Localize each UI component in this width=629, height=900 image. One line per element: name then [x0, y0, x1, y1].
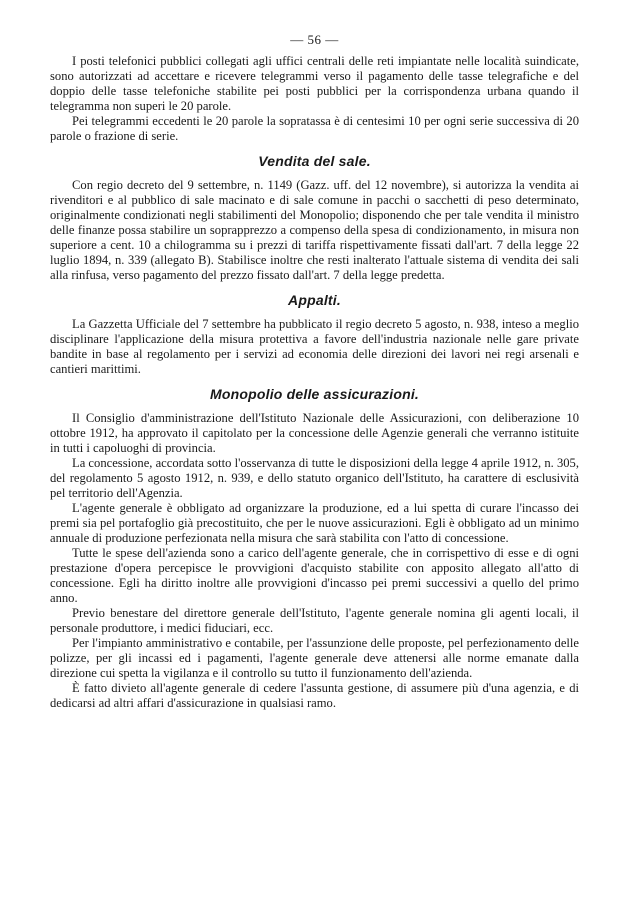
section-heading-appalti: Appalti.: [288, 292, 341, 308]
section-paragraph: Il Consiglio d'amministrazione dell'Istituto Nazionale delle Assicurazioni, con deliberazione 10 ottobre 1912, ha approvato il capitolato per la concessione delle Agenzie generali che verranno istituite in tutti i capoluoghi di provincia.: [50, 411, 579, 455]
intro-paragraph: Pei telegrammi eccedenti le 20 parole la sopratassa è di centesimi 10 per ogni serie successiva di 20 parole o frazione di serie.: [50, 114, 579, 143]
section-paragraph: Tutte le spese dell'azienda sono a carico dell'agente generale, che in corrispettivo di esse e di ogni prestazione d'opera percepisce le provvigioni d'acquisto stabilite con apposito allegato all'atto di concessione. Egli ha diritto inoltre alle provvigioni d'incasso pei premi successivi a quello del primo anno.: [50, 546, 579, 605]
section-paragraph: La concessione, accordata sotto l'osservanza di tutte le disposizioni della legge 4 aprile 1912, n. 305, del regolamento 5 agosto 1912, n. 939, e dello statuto organico dell'Istituto, ha carattere di esclusività pel territorio dell'Agenzia.: [50, 456, 579, 500]
section-paragraph: La Gazzetta Ufficiale del 7 settembre ha pubblicato il regio decreto 5 agosto, n. 938, inteso a meglio disciplinare l'applicazione della misura protettiva a favore dell'industria nazionale nelle gare private bandite in base al regolamento per i servizi ad economia delle direzioni dei lavori nei regi arsenali e cantieri marittimi.: [50, 317, 579, 376]
section-paragraph: È fatto divieto all'agente generale di cedere l'assunta gestione, di assumere più d'una agenzia, e di dedicarsi ad altri affari d'assicurazione in qualsiasi ramo.: [50, 681, 579, 710]
section-paragraph: L'agente generale è obbligato ad organizzare la produzione, ed a lui spetta di curare l'incasso dei premi sia pel portafoglio già precostituito, che per le nuove assicurazioni. Egli è obbligato ad un minimo annuale di produzione perfezionata nella misura che sarà stabilita con l'atto di concessione.: [50, 501, 579, 545]
page-number: — 56 —: [290, 32, 339, 47]
section-paragraph: Previo benestare del direttore generale dell'Istituto, l'agente generale nomina gli agenti locali, il personale produttore, i medici fiduciari, ecc.: [50, 606, 579, 635]
section-paragraph: Con regio decreto del 9 settembre, n. 1149 (Gazz. uff. del 12 novembre), si autorizza la vendita ai rivenditori e al pubblico di sale macinato e di sale comune in pacchi o sacchetti di peso determinato, originalmente condizionati negli stabilimenti del Monopolio; disponendo che per tale vendita il ministro delle finanze possa stabilire un soprapprezzo a compenso della spesa di condizionamento, in misura non superiore a cent. 10 a chilogramma su i prezzi di tariffa rispettivamente fissati dall'art. 7 della legge 22 luglio 1894, n. 339 (allegato B). Stabilisce inoltre che resti inalterato l'attuale sistema di vendita dei sali alla rinfusa, verso pagamento del prezzo fissato dall'art. 7 della legge predetta.: [50, 178, 579, 282]
section-heading-monopolio-assicurazioni: Monopolio delle assicurazioni.: [209, 386, 420, 402]
section-heading-vendita-sale: Vendita del sale.: [258, 153, 371, 169]
section-paragraph: Per l'impianto amministrativo e contabile, per l'assunzione delle proposte, pel perfezionamento delle polizze, per gli incassi ed i pagamenti, l'agente generale deve attenersi alle norme emanate dalla direzione cui spetta la vigilanza e il controllo su tutto il funzionamento dell'azienda.: [50, 636, 579, 680]
intro-paragraph: I posti telefonici pubblici collegati agli uffici centrali delle reti impiantate nelle località suindicate, sono autorizzati ad accettare e ricevere telegrammi verso il pagamento delle tasse telegrafiche e del doppio delle tasse telefoniche stabilite pei posti pubblici per la corrispondenza urbana quando il telegramma non superi le 20 parole.: [50, 54, 579, 113]
